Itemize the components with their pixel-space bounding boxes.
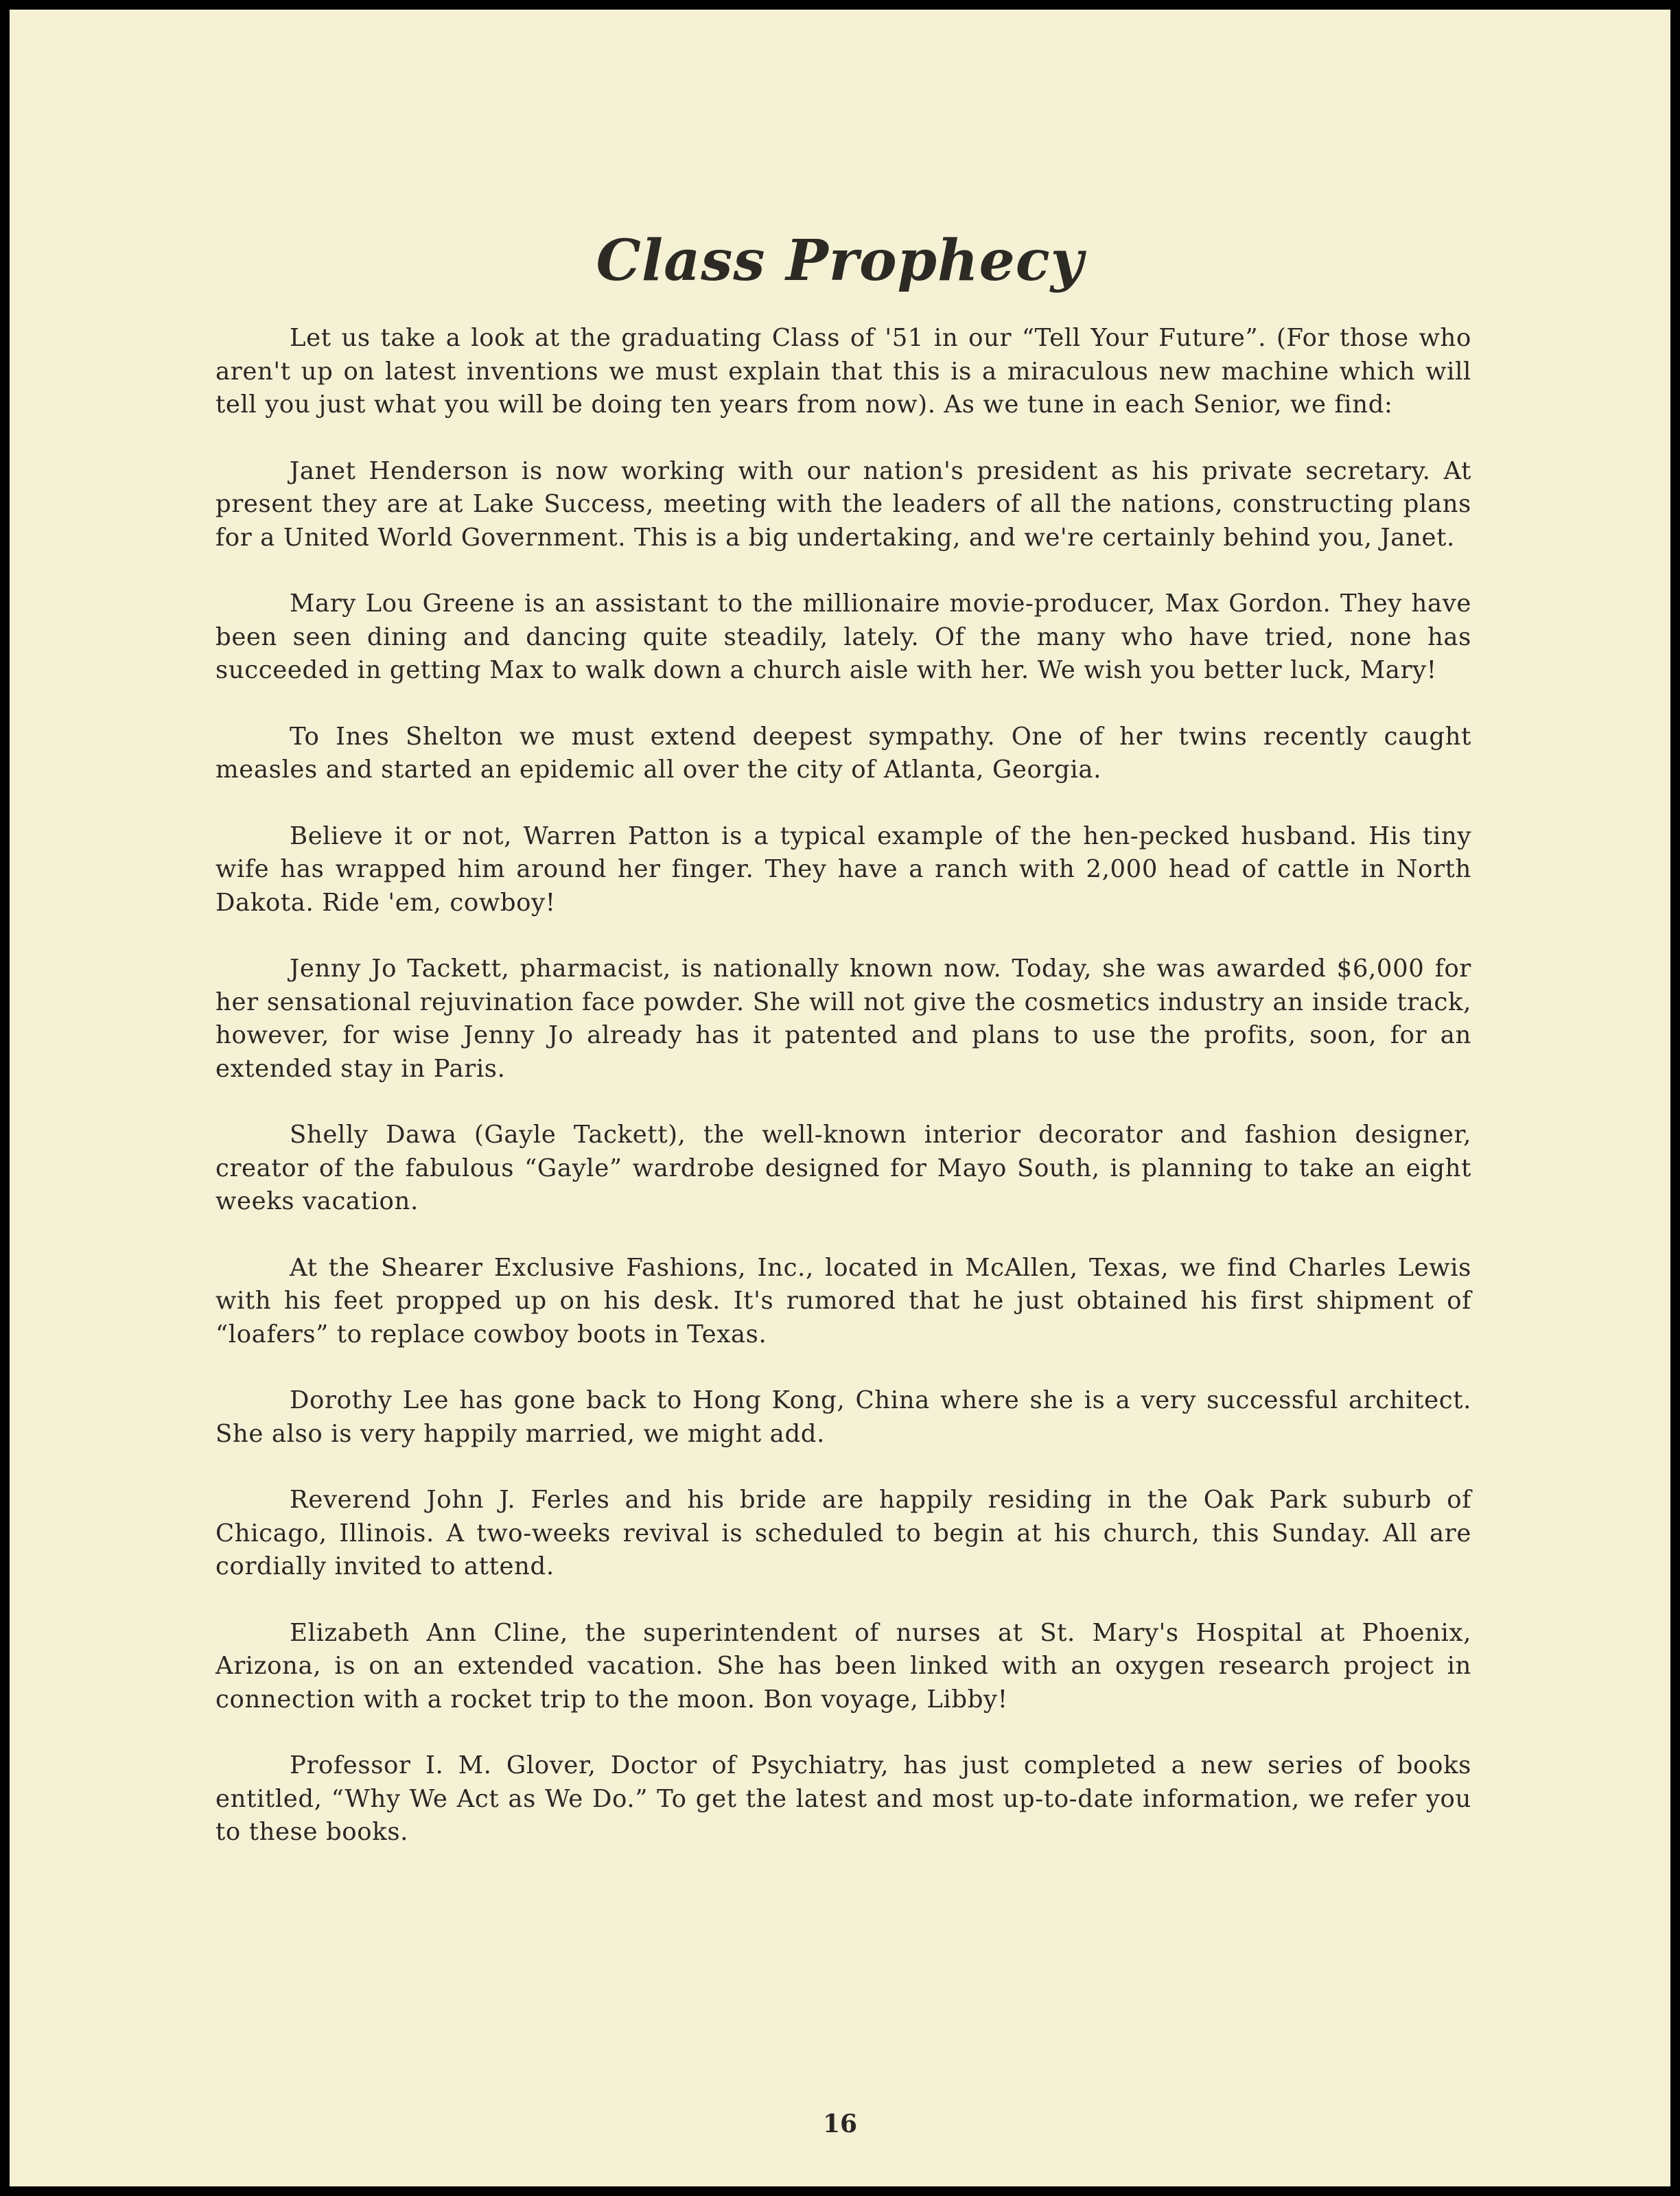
paragraph-dorothy-lee: Dorothy Lee has gone back to Hong Kong, China where she is a very successful architect. She also is very happily married, we might add. <box>215 1386 1471 1448</box>
paragraph-mary-lou-greene: Mary Lou Greene is an assistant to the millionaire movie-producer, Max Gordon. They have been seen dining and dancing quite steadily, lately. Of the many who have tried, none has succeeded in getting Max to walk down a church aisle with her. We wish you better luck, Mary! <box>215 589 1471 684</box>
paragraph-im-glover: Professor I. M. Glover, Doctor of Psychiatry, has just completed a new series of books entitled, “Why We Act as We Do.” To get the latest and most up-to-date information, we refer you to these books. <box>215 1751 1471 1846</box>
paragraph-charles-lewis: At the Shearer Exclusive Fashions, Inc., located in McAllen, Texas, we find Charles Lewis with his feet propped up on his desk. It's rumored that he just obtained his first shipment of “loafers” to replace cowboy boots in Texas. <box>215 1253 1471 1348</box>
paragraph-warren-patton: Believe it or not, Warren Patton is a typical example of the hen-pecked husband. His tiny wife has wrapped him around her finger. They have a ranch with 2,000 head of cattle in North Dakota. Ride 'em, cowboy! <box>215 821 1471 917</box>
paragraph-intro: Let us take a look at the graduating Class of '51 in our “Tell Your Future”. (For those who aren't up on latest inventions we must explain that this is a miraculous new machine which will tell you just what you will be doing ten years from now). As we tune in each Senior, we find: <box>215 324 1471 419</box>
page-number: 16 <box>822 2110 858 2138</box>
document-page <box>10 10 1670 2186</box>
page-title: Class Prophecy <box>596 228 1084 294</box>
paragraph-jenny-jo-tackett: Jenny Jo Tackett, pharmacist, is nationally known now. Today, she was awarded $6,000 for her sensational rejuvination face powder. She will not give the cosmetics industry an inside track, however, for wise Jenny Jo already has it patented and plans to use the profits, soon, for an extended stay in Paris. <box>215 955 1471 1083</box>
paragraph-ines-shelton: To Ines Shelton we must extend deepest sympathy. One of her twins recently caught measles and started an epidemic all over the city of Atlanta, Georgia. <box>215 722 1471 784</box>
paragraph-john-ferles: Reverend John J. Ferles and his bride are happily residing in the Oak Park suburb of Chicago, Illinois. A two-weeks revival is scheduled to begin at his church, this Sunday. All are cordially invited to attend. <box>215 1486 1471 1580</box>
paragraph-gayle-tackett: Shelly Dawa (Gayle Tackett), the well-known interior decorator and fashion designer, creator of the fabulous “Gayle” wardrobe designed for Mayo South, is planning to take an eight weeks vacation. <box>215 1121 1471 1215</box>
prophecy-body <box>215 322 1471 1882</box>
paragraph-elizabeth-ann-cline: Elizabeth Ann Cline, the superintendent of nurses at St. Mary's Hospital at Phoenix, Arizona, is on an extended vacation. She has been linked with an oxygen research project in connection with a rocket trip to the moon. Bon voyage, Libby! <box>215 1618 1471 1714</box>
paragraph-janet-henderson: Janet Henderson is now working with our nation's president as his private secretary. At present they are at Lake Success, meeting with the leaders of all the nations, constructing plans for a United World Government. This is a big undertaking, and we're certainly behind you, Janet. <box>215 456 1471 552</box>
